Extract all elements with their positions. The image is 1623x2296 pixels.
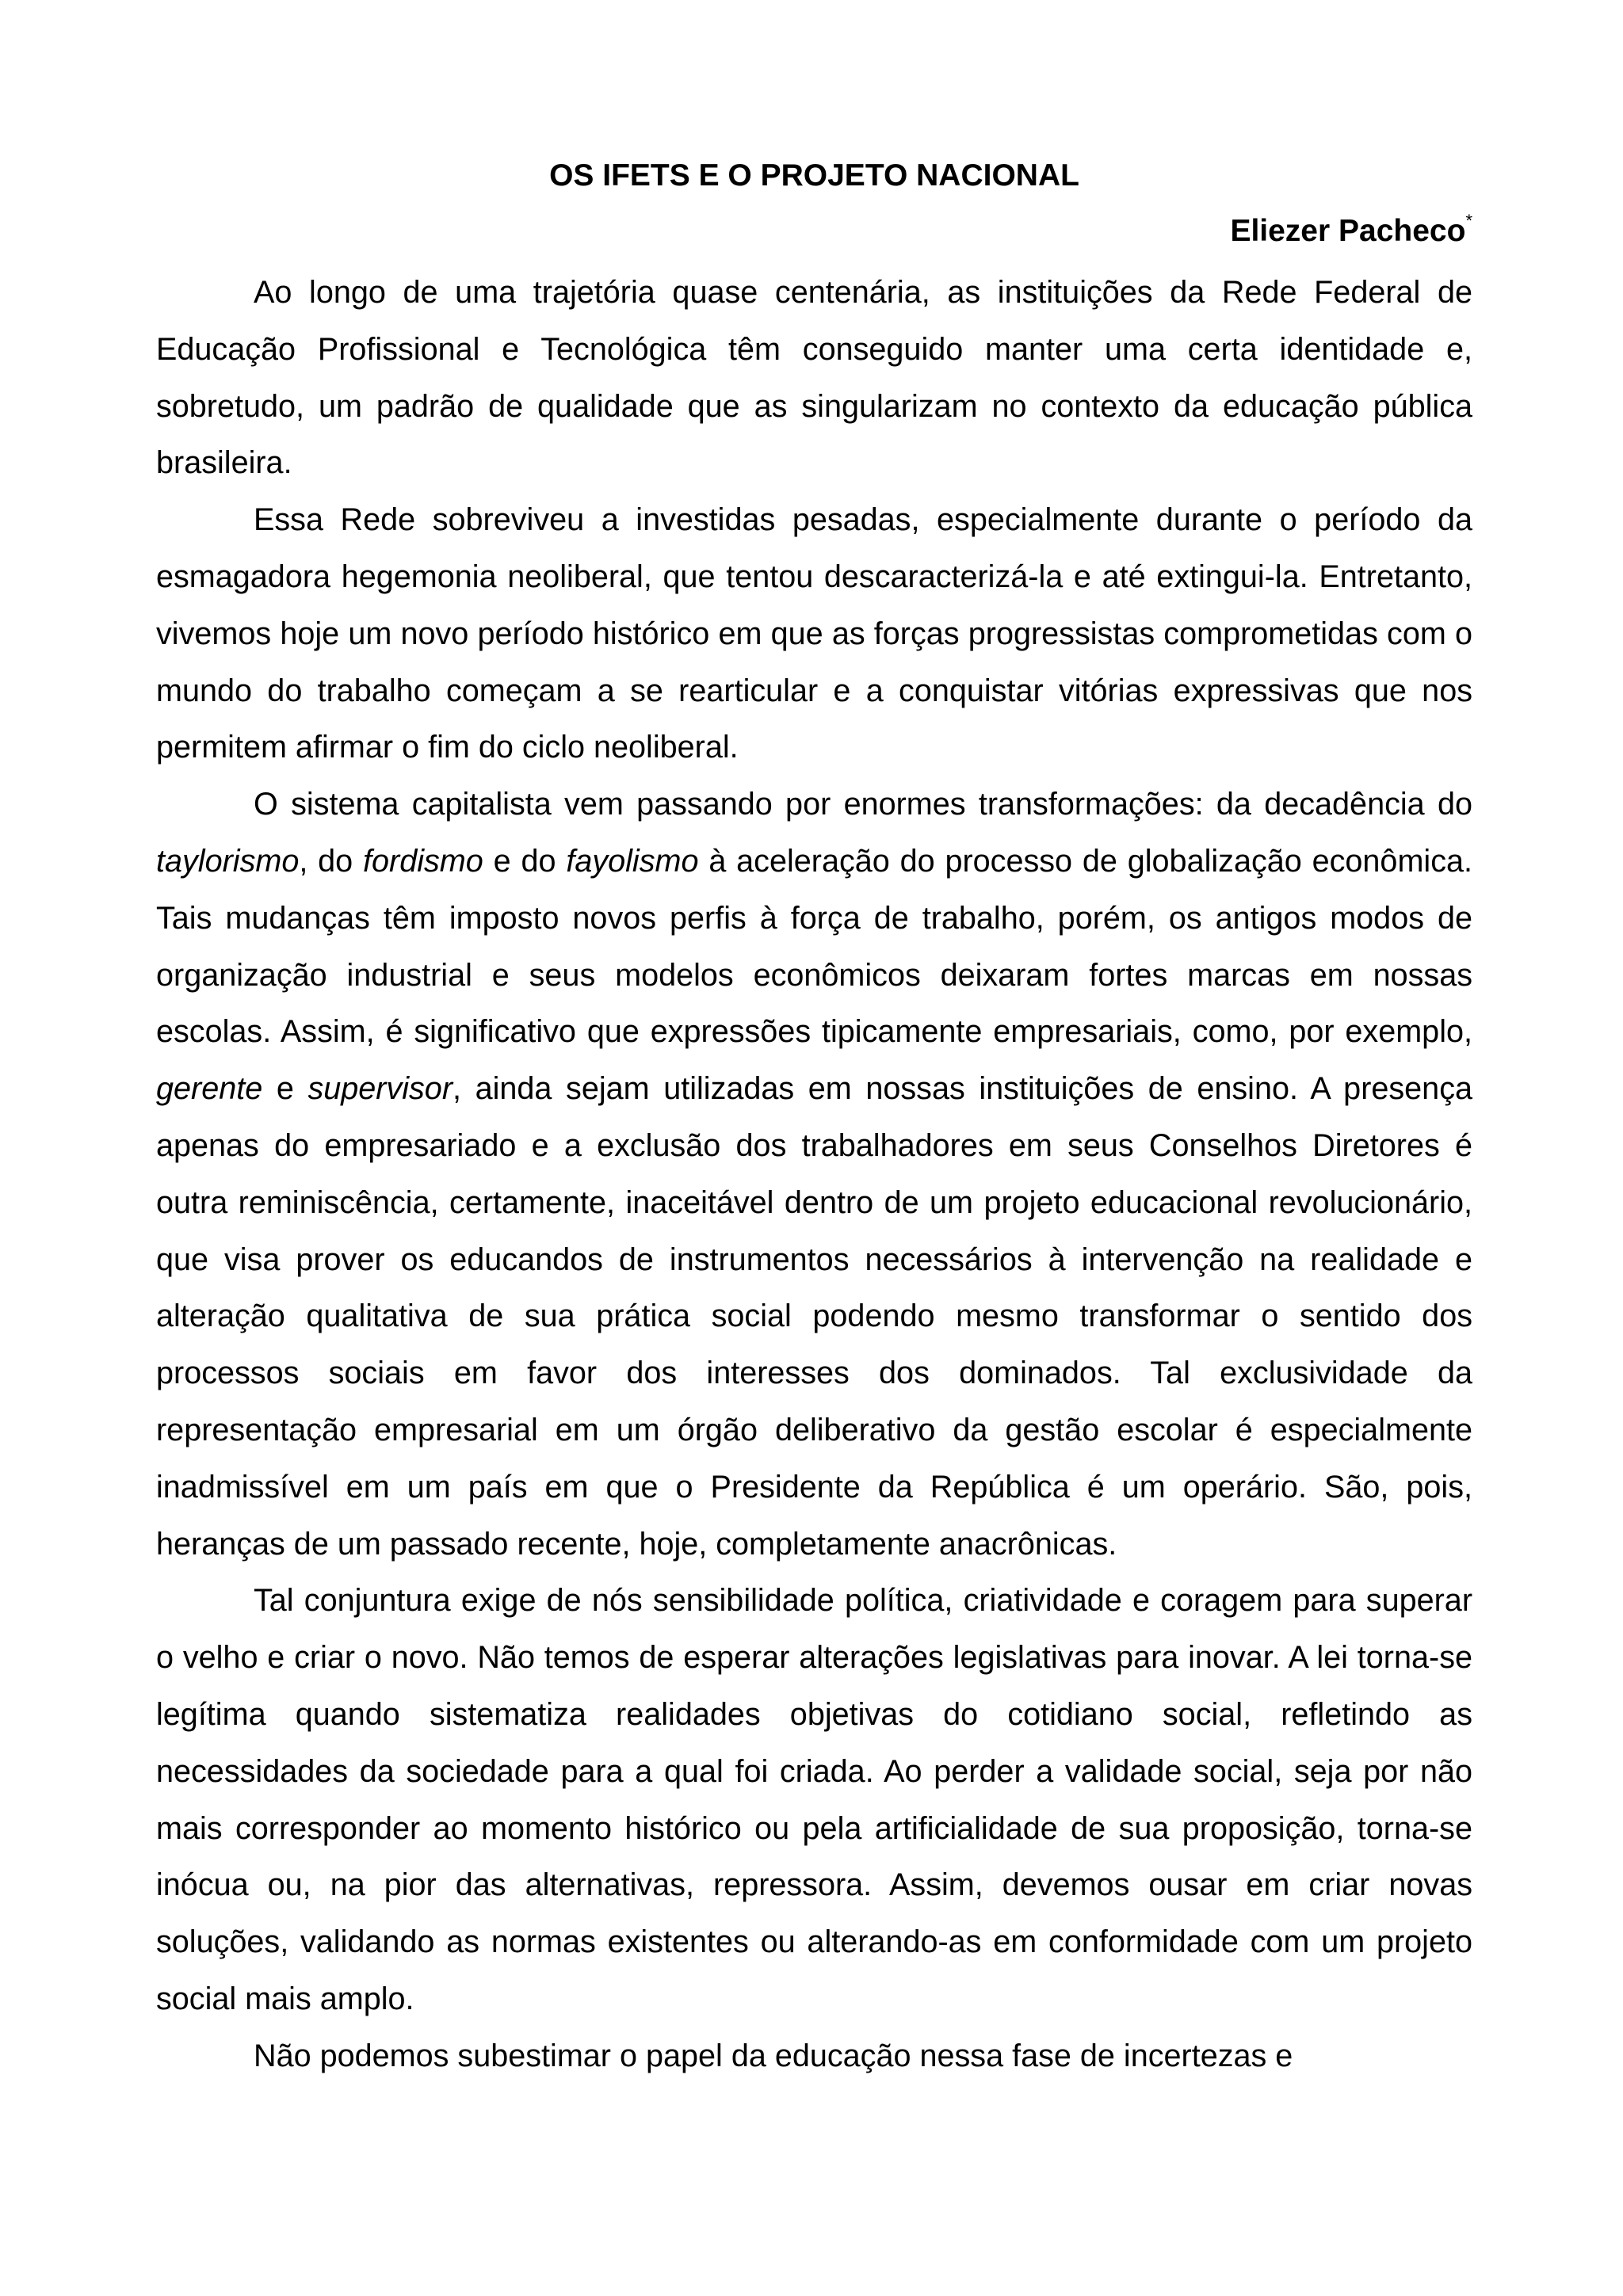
paragraph-5: Não podemos subestimar o papel da educação nessa fase de incertezas e [254, 2038, 1293, 2073]
paragraph-3-text: , ainda sejam utilizadas em nossas instituições de ensino. A presença apenas do empresariado e a exclusão dos trabalhadores em seus Conselhos Diretores é outra reminiscência, certamente, inaceitável dentro de um projeto educacional revolucionário, que visa prover os educandos de instrumentos necessários à intervenção na realidade e alteração qualitativa de sua prática social podendo mesmo transformar o sentido dos processos sociais em favor dos interesses dos dominados. Tal exclusividade da representação empresarial em um órgão deliberativo da gestão escolar é especialmente inadmissível em um país em que o Presidente da República é um operário. São, pois, heranças de um passado recente, hoje, completamente anacrônicas. [156, 1071, 1472, 1562]
italic-term-fayolismo: fayolismo [566, 843, 699, 879]
paragraph-1: Ao longo de uma trajetória quase centenária, as instituições da Rede Federal de Educação Profissional e Tecnológica têm conseguido manter uma certa identidade e, sobretudo, um padrão de qualidade que as singularizam no contexto da educação pública brasileira. [156, 275, 1472, 481]
author-footnote-marker: * [1465, 211, 1472, 231]
paragraph-3-text: à aceleração do processo de globalização econômica. Tais mudanças têm imposto novos perfis à força de trabalho, porém, os antigos modos de organização industrial e seus modelos econômicos deixaram fortes marcas em nossas escolas. Assim, é significativo que expressões tipicamente empresariais, como, por exemplo, [156, 843, 1472, 1050]
author-line [1230, 208, 1472, 255]
italic-term-supervisor: supervisor [307, 1071, 453, 1107]
paragraph-3-text: e [262, 1071, 308, 1107]
paragraph-3 [156, 776, 1472, 1573]
italic-term-gerente: gerente [156, 1071, 263, 1107]
author-name: Eliezer Pacheco [1230, 214, 1466, 248]
document-title: OS IFETS E O PROJETO NACIONAL [549, 158, 1079, 193]
paragraph-3-text: O sistema capitalista vem passando por enormes transformações: da decadência do [254, 787, 1472, 822]
italic-term-taylorismo: taylorismo [156, 843, 300, 879]
paragraph-4: Tal conjuntura exige de nós sensibilidade política, criatividade e coragem para superar o velho e criar o novo. Não temos de esperar alterações legislativas para inovar. A lei torna-se legítima quando sistematiza realidades objetivas do cotidiano social, refletindo as necessidades da sociedade para a qual foi criada. Ao perder a validade social, seja por não mais corresponder ao momento histórico ou pela artificialidade de sua proposição, torna-se inócua ou, na pior das alternativas, repressora. Assim, devemos ousar em criar novas soluções, validando as normas existentes ou alterando-as em conformidade com um projeto social mais amplo. [156, 1583, 1472, 2016]
paragraph-3-text: e do [483, 843, 567, 879]
paragraph-2: Essa Rede sobreviveu a investidas pesadas, especialmente durante o período da esmagadora hegemonia neoliberal, que tentou descaracterizá-la e até extingui-la. Entretanto, vivemos hoje um novo período histórico em que as forças progressistas comprometidas com o mundo do trabalho começam a se rearticular e a conquistar vitórias expressivas que nos permitem afirmar o fim do ciclo neoliberal. [156, 502, 1472, 765]
paragraph-3-text: , do [299, 843, 364, 879]
body-text [156, 265, 1472, 2085]
italic-term-fordismo: fordismo [363, 843, 483, 879]
